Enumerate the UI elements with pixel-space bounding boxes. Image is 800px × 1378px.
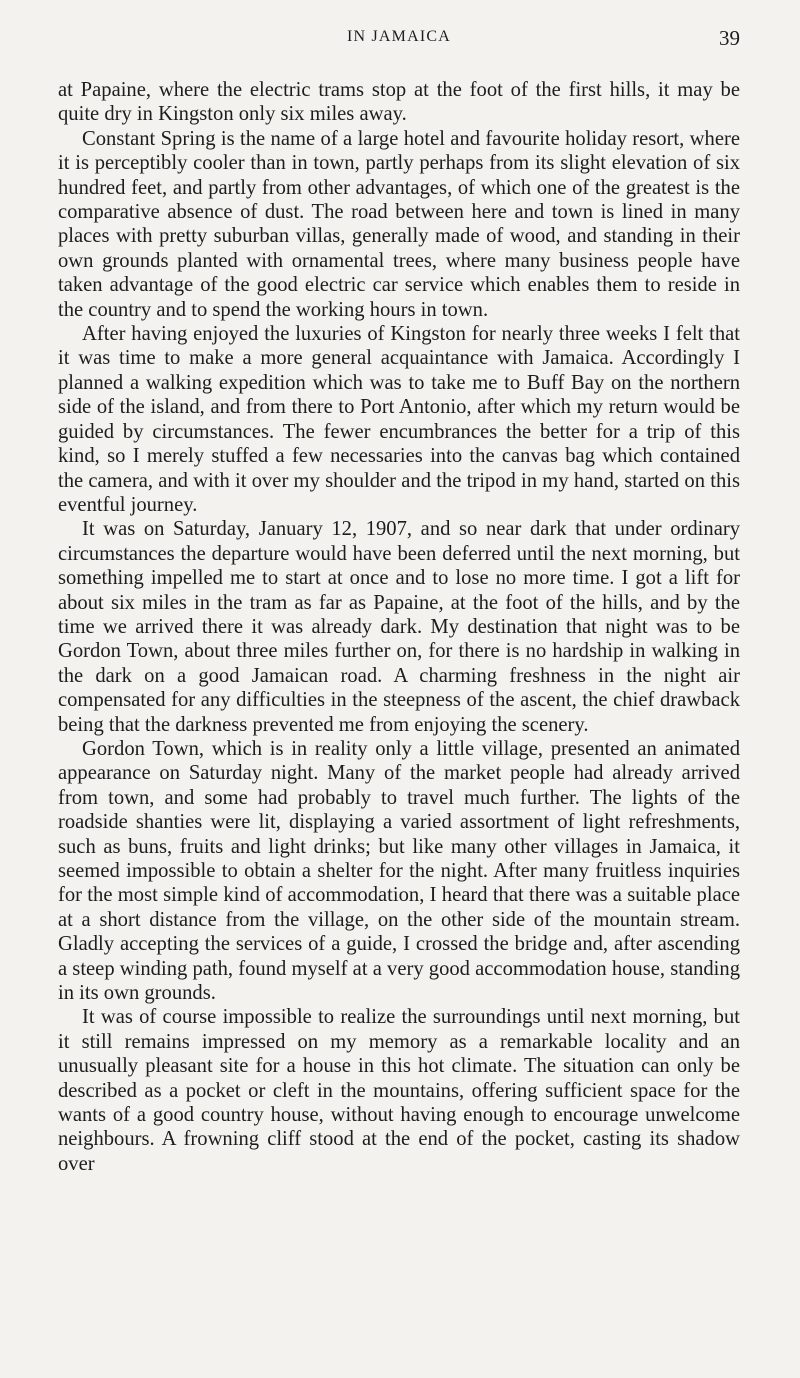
paragraph-1: at Papaine, where the electric trams stop at the foot of the first hills, it may be quite dry in Kingston only six miles away. — [58, 79, 740, 126]
paragraph-2: Constant Spring is the name of a large hotel and favourite holiday resort, where it is perceptibly cooler than in town, partly perhaps from its slight elevation of six hundred feet, and partly from other advantages, of which one of the greatest is the comparative absence of dust. The road between here and town is lined in many places with pretty suburban villas, generally made of wood, and standing in their own grounds planted with ornamental trees, where many business people have taken advantage of the good electric car service which enables them to reside in the country and to spend the working hours in town. — [58, 127, 740, 321]
paragraph-4: It was on Saturday, January 12, 1907, and so near dark that under ordinary circumstances the departure would have been deferred until the next morning, but something impelled me to start at once and to lose no more time. I got a lift for about six miles in the tram as far as Papaine, at the foot of the hills, and by the time we arrived there it was already dark. My destination that night was to be Gordon Town, about three miles further on, for there is no hardship in walking in the dark on a good Jamaican road. A charming freshness in the night air compensated for any difficulties in the steepness of the ascent, the chief drawback being that the darkness prevented me from enjoying the scenery. — [58, 518, 740, 736]
body-text — [58, 78, 740, 1176]
paragraph-3: After having enjoyed the luxuries of Kingston for nearly three weeks I felt that it was time to make a more general acquaintance with Jamaica. Accordingly I planned a walking expedition which was to take me to Buff Bay on the northern side of the island, and from there to Port Antonio, after which my return would be guided by circumstances. The fewer encumbrances the better for a trip of this kind, so I merely stuffed a few necessaries into the canvas bag which contained the camera, and with it over my shoulder and the tripod in my hand, started on this eventful journey. — [58, 323, 740, 516]
running-head — [58, 28, 740, 54]
page-number: 39 — [719, 26, 740, 50]
running-title: IN JAMAICA — [347, 28, 451, 45]
paragraph-6: It was of course impossible to realize the surroundings until next morning, but it still remains impressed on my memory as a remarkable locality and an unusually pleasant site for a house in this hot climate. The situation can only be described as a pocket or cleft in the mountains, offering sufficient space for the wants of a good country house, without having enough to encourage unwelcome neighbours. A frowning cliff stood at the end of the pocket, casting its shadow over — [58, 1006, 740, 1175]
paragraph-5: Gordon Town, which is in reality only a little village, presented an animated appearance on Saturday night. Many of the market people had already arrived from town, and some had probably to travel much further. The lights of the roadside shanties were lit, displaying a varied assortment of light refreshments, such as buns, fruits and light drinks; but like many other villages in Jamaica, it seemed impossible to obtain a shelter for the night. After many fruitless inquiries for the most simple kind of accommodation, I heard that there was a suitable place at a short distance from the village, on the other side of the mountain stream. Gladly accepting the services of a guide, I crossed the bridge and, after ascending a steep winding path, found myself at a very good accommodation house, standing in its own grounds. — [58, 737, 740, 1005]
